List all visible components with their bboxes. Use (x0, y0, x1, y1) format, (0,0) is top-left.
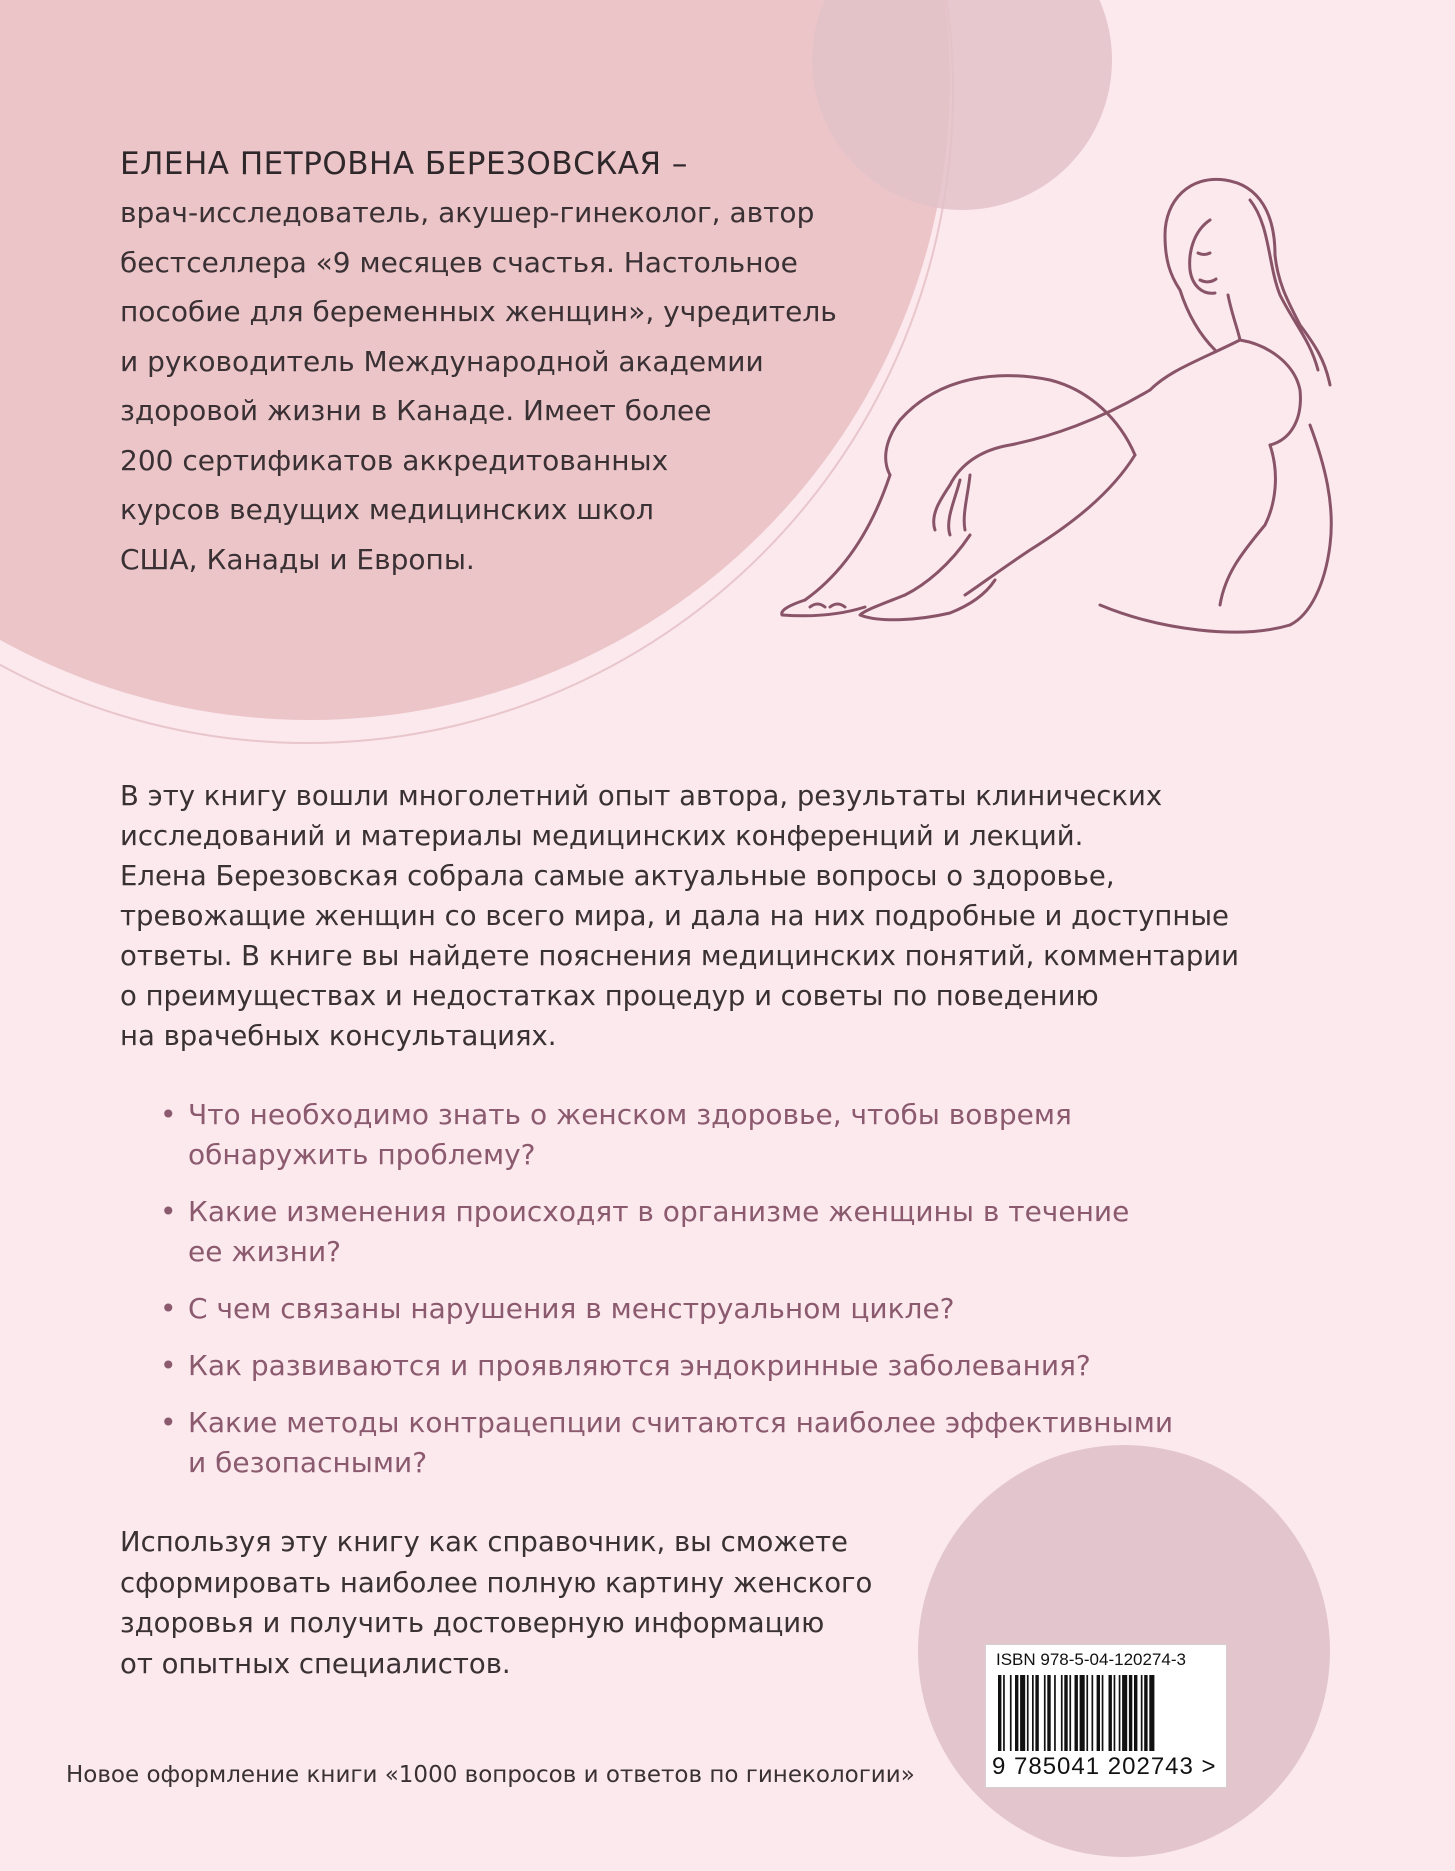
isbn-number: ISBN 978-5-04-120274-3 (996, 1650, 1186, 1669)
barcode-bars (994, 1675, 1218, 1751)
question-line: и безопасными? (188, 1446, 428, 1479)
barcode-bar (1149, 1675, 1154, 1751)
barcode-bar (1010, 1675, 1012, 1751)
barcode-bar (1020, 1675, 1025, 1751)
question-line: ее жизни? (188, 1235, 342, 1268)
description-line: ответы. В книге вы найдете пояснения медицинских понятий, комментарии (120, 940, 1240, 972)
question-item (160, 1403, 1210, 1483)
barcode-bar (1102, 1675, 1104, 1751)
bullet-icon: • (160, 1406, 177, 1439)
barcode-bar (1069, 1675, 1071, 1751)
closing-line: сформировать наиболее полную картину женского (120, 1566, 873, 1599)
barcode-bar (1064, 1675, 1067, 1751)
author-bio-line: бестселлера «9 месяцев счастья. Настольное (120, 245, 798, 279)
closing-line: здоровья и получить достоверную информацию (120, 1607, 825, 1639)
question-item (160, 1289, 1210, 1329)
woman-illustration (770, 175, 1370, 745)
closing-line: от опытных специалистов. (120, 1647, 511, 1680)
barcode-bar (1109, 1675, 1112, 1751)
question-line: Какие методы контрацепции считаются наиболее эффективными (188, 1406, 1174, 1439)
bullet-icon: • (160, 1349, 177, 1382)
question-line: Как развиваются и проявляются эндокринные заболевания? (188, 1349, 1091, 1382)
barcode-bar (1080, 1675, 1085, 1751)
question-item (160, 1095, 1210, 1175)
barcode-bar (1122, 1675, 1127, 1751)
closing-line: Используя эту книгу как справочник, вы сможете (120, 1526, 848, 1558)
author-name: ЕЛЕНА ПЕТРОВНА БЕРЕЗОВСКАЯ – (120, 146, 688, 182)
barcode-bar (1086, 1675, 1088, 1751)
barcode-bar (1044, 1675, 1046, 1751)
barcode-bar (1027, 1675, 1029, 1751)
description-paragraph (120, 776, 1250, 1056)
footer-note: Новое оформление книги «1000 вопросов и ответов по гинекологии» (66, 1762, 915, 1788)
barcode-bar (1035, 1675, 1038, 1751)
closing-paragraph (120, 1522, 980, 1684)
description-line: на врачебных консультациях. (120, 1020, 557, 1052)
barcode-bar (1119, 1675, 1121, 1751)
barcode-bar (1144, 1675, 1147, 1751)
bullet-icon: • (160, 1292, 177, 1325)
barcode-bar (1097, 1675, 1100, 1751)
description-line: исследований и материалы медицинских конференций и лекций. (120, 820, 1084, 852)
barcode-bar (1114, 1675, 1116, 1751)
question-line: Какие изменения происходят в организме женщины в течение (188, 1195, 1130, 1228)
barcode-bar (1032, 1675, 1034, 1751)
question-item (160, 1192, 1210, 1272)
author-bio (120, 188, 880, 584)
description-line: Елена Березовская собрала самые актуальные вопросы о здоровье, (120, 860, 1115, 892)
barcode-bar (1015, 1675, 1018, 1751)
bullet-icon: • (160, 1098, 177, 1131)
barcode-bar (998, 1675, 1001, 1751)
question-line: С чем связаны нарушения в менструальном цикле? (188, 1292, 955, 1325)
description-line: В эту книгу вошли многолетний опыт автора, результаты клинических (120, 780, 1163, 812)
isbn-barcode (985, 1644, 1227, 1788)
barcode-bar (1129, 1675, 1132, 1751)
barcode-bar (1092, 1675, 1094, 1751)
barcode-bar (1075, 1675, 1078, 1751)
bullet-icon: • (160, 1195, 177, 1228)
questions-list (160, 1095, 1210, 1500)
author-bio-line: 200 сертификатов аккредитованных (120, 443, 669, 477)
author-bio-line: пособие для беременных женщин», учредитель (120, 295, 837, 328)
question-item (160, 1346, 1210, 1386)
barcode-bar (1054, 1675, 1056, 1751)
barcode-bar (1047, 1675, 1050, 1751)
author-bio-line: врач-исследователь, акушер-гинеколог, автор (120, 196, 815, 229)
description-line: тревожащие женщин со всего мира, и дала на них подробные и доступные (120, 900, 1229, 932)
barcode-digits: 9 785041 202743 > (992, 1753, 1217, 1780)
author-bio-line: здоровой жизни в Канаде. Имеет более (120, 394, 712, 427)
barcode-bar (1134, 1675, 1137, 1751)
author-bio-line: США, Канады и Европы. (120, 542, 475, 576)
barcode-bar (1003, 1675, 1005, 1751)
barcode-bar (1061, 1675, 1063, 1751)
author-block (120, 140, 880, 584)
question-line: обнаружить проблему? (188, 1138, 536, 1171)
description-line: о преимуществах и недостатках процедур и советы по поведению (120, 980, 1099, 1012)
author-bio-line: курсов ведущих медицинских школ (120, 493, 654, 526)
author-bio-line: и руководитель Международной академии (120, 344, 764, 378)
barcode-bar (1141, 1675, 1143, 1751)
question-line: Что необходимо знать о женском здоровье, чтобы вовремя (188, 1098, 1072, 1131)
